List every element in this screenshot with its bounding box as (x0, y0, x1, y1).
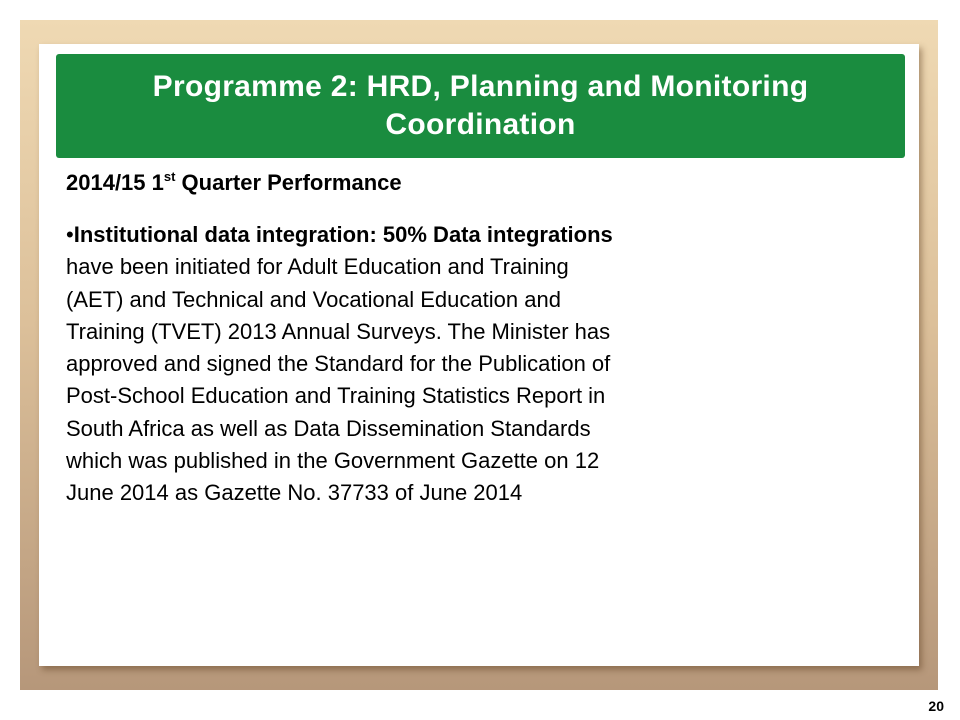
bullet-line: South Africa as well as Data Dissemination Standards (66, 415, 591, 441)
quarter-heading-suffix: Quarter Performance (175, 170, 402, 195)
quarter-heading (66, 168, 402, 198)
page-number: 20 (928, 698, 944, 714)
slide-title-line-1: Programme 2: HRD, Planning and Monitoring (152, 70, 809, 103)
bullet-line: (AET) and Technical and Vocational Education and (66, 286, 561, 312)
bullet-paragraph (66, 219, 886, 510)
bullet-line: June 2014 as Gazette No. 37733 of June 2014 (66, 480, 523, 506)
slide-title (56, 54, 905, 158)
bullet-first-line (66, 219, 886, 251)
bullet-line: Training (TVET) 2013 Annual Surveys. The Minister has (66, 318, 611, 344)
quarter-heading-superscript: st (163, 169, 176, 184)
bullet-marker: • (66, 222, 74, 247)
bullet-bold-text: Institutional data integration: 50% Data integrations (73, 222, 613, 247)
bullet-line: approved and signed the Standard for the Publication of (66, 351, 611, 377)
slide-title-line-2: Coordination (385, 108, 576, 141)
bullet-line: have been initiated for Adult Education and Training (66, 254, 569, 280)
bullet-line: which was published in the Government Gazette on 12 (66, 448, 600, 474)
quarter-heading-prefix: 2014/15 1 (66, 170, 164, 195)
bullet-line: Post-School Education and Training Statistics Report in (66, 383, 606, 409)
